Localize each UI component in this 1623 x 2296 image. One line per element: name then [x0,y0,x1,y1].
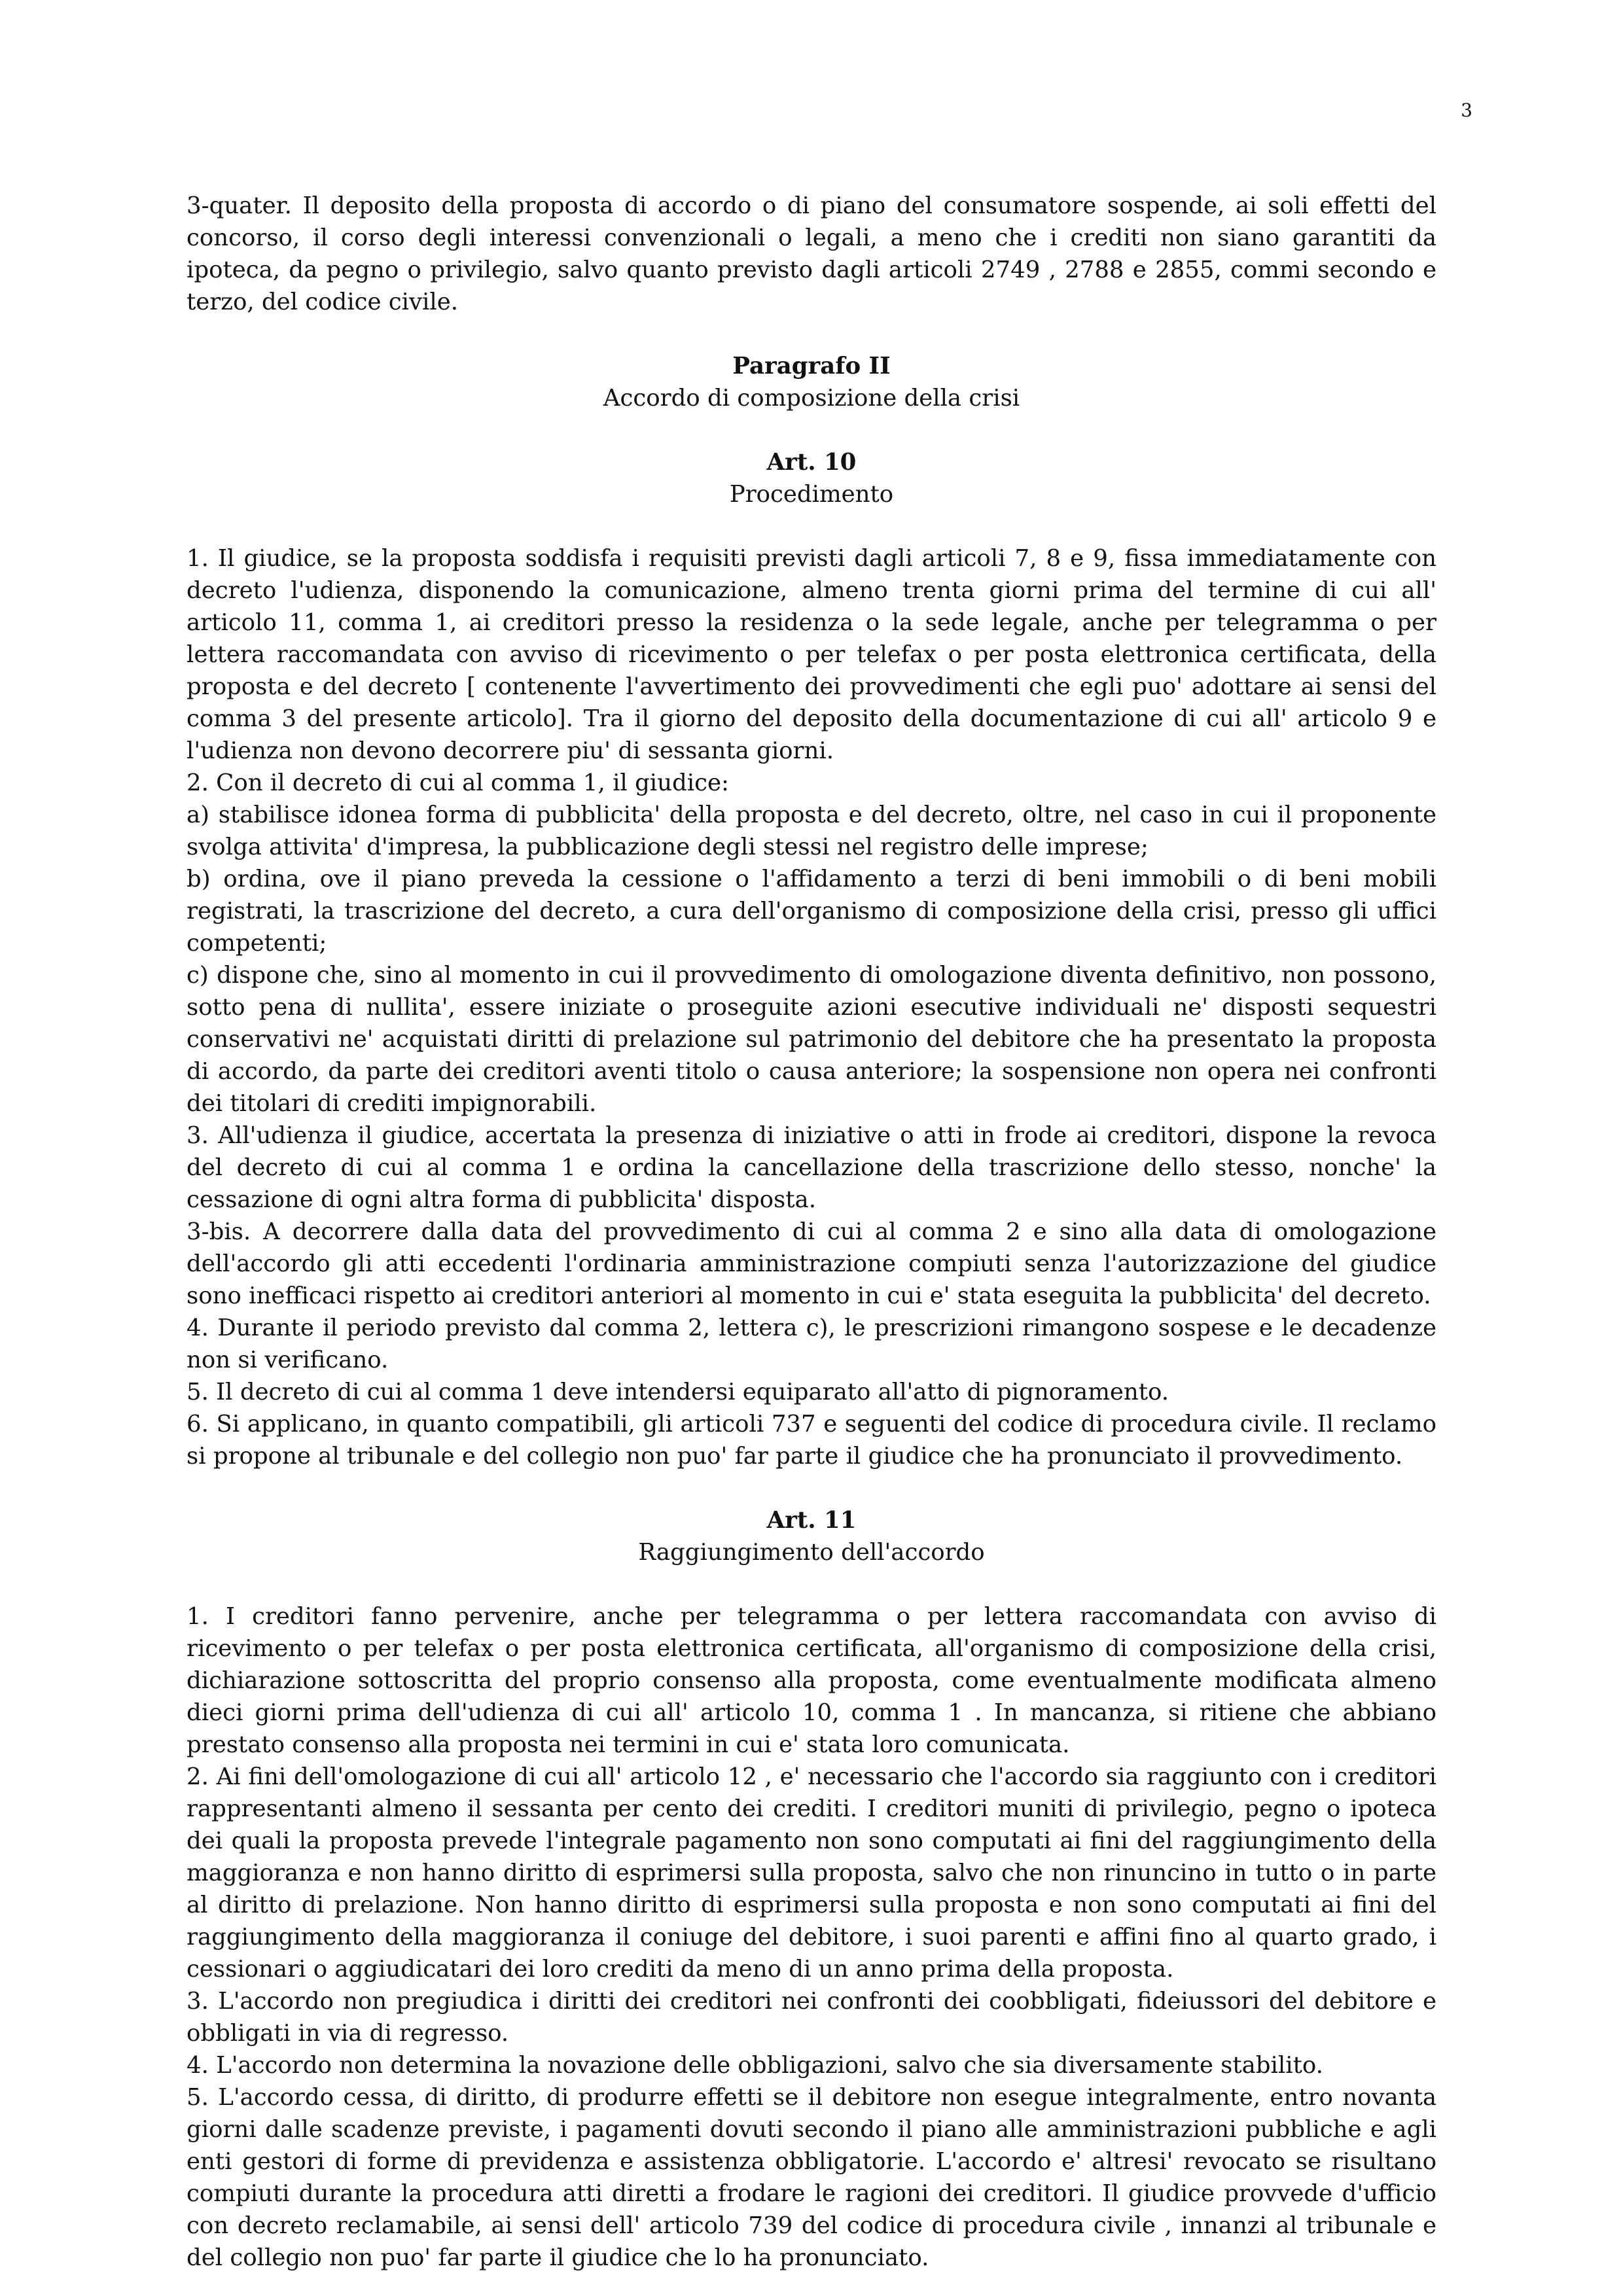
article-subtitle: Procedimento [729,481,894,508]
document-body [187,190,1436,2274]
article-paragraph: 3. L'accordo non pregiudica i diritti dei creditori nei confronti dei coobbligati, fideiussori del debitore e obbligati in via di regresso. [187,1988,1436,2047]
article-paragraph: 1. I creditori fanno pervenire, anche per telegramma o per lettera raccomandata con avviso di ricevimento o per telefax o per posta elettronica certificata, all'organismo di composizione della crisi, dichiarazione sottoscritta del proprio consenso alla proposta, come eventualmente modificata almeno dieci giorni prima dell'udienza di cui all' articolo 10, comma 1 . In mancanza, si ritiene che abbiano prestato consenso alla proposta nei termini in cui e' stata loro comunicata. [187,1603,1436,1758]
article-paragraph: b) ordina, ove il piano preveda la cessione o l'affidamento a terzi di beni immobili o di beni mobili registrati, la trascrizione del decreto, a cura dell'organismo di composizione della crisi, presso gli uffici competenti; [187,866,1436,957]
article-10-heading [187,446,1436,510]
article-paragraph: 1. Il giudice, se la proposta soddisfa i requisiti previsti dagli articoli 7, 8 e 9, fissa immediatamente con decreto l'udienza, disponendo la comunicazione, almeno trenta giorni prima del termine di cui all' articolo 11, comma 1, ai creditori presso la residenza o la sede legale, anche per telegramma o per lettera raccomandata con avviso di ricevimento o per telefax o per posta elettronica certificata, della proposta e del decreto [ contenente l'avvertimento dei provvedimenti che egli puo' adottare ai sensi del comma 3 del presente articolo]. Tra il giorno del deposito della documentazione di cui all' articolo 9 e l'udienza non devono decorrere piu' di sessanta giorni. [187,545,1436,764]
section-subtitle: Accordo di composizione della crisi [603,385,1020,412]
article-paragraph: 5. Il decreto di cui al comma 1 deve intendersi equiparato all'atto di pignoramento. [187,1379,1169,1405]
page-number: 3 [1461,99,1472,121]
article-11-body [187,1600,1436,2274]
article-10-body [187,542,1436,1472]
section-title: Paragrafo II [732,353,891,380]
article-title: Art. 11 [766,1507,857,1534]
article-paragraph: 6. Si applicano, in quanto compatibili, gli articoli 737 e seguenti del codice di procedura civile. Il reclamo si propone al tribunale e del collegio non puo' far parte il giudice che ha pronunciato il provvedimento. [187,1411,1436,1470]
article-paragraph: 3. All'udienza il giudice, accertata la presenza di iniziative o atti in frode ai creditori, dispone la revoca del decreto di cui al comma 1 e ordina la cancellazione della trascrizione dello stesso, nonche' la cessazione di ogni altra forma di pubblicita' disposta. [187,1122,1436,1213]
article-paragraph: 4. L'accordo non determina la novazione delle obbligazioni, salvo che sia diversamente stabilito. [187,2052,1323,2079]
paragraph-3-quater: 3-quater. Il deposito della proposta di accordo o di piano del consumatore sospende, ai soli effetti del concorso, il corso degli interessi convenzionali o legali, a meno che i crediti non siano garantiti da ipoteca, da pegno o privilegio, salvo quanto previsto dagli articoli 2749 , 2788 e 2855, commi secondo e terzo, del codice civile. [187,192,1436,315]
article-paragraph: a) stabilisce idonea forma di pubblicita' della proposta e del decreto, oltre, nel caso in cui il proponente svolga attivita' d'impresa, la pubblicazione degli stessi nel registro delle imprese; [187,802,1436,860]
article-subtitle: Raggiungimento dell'accordo [638,1539,985,1566]
section-paragrafo-ii [187,350,1436,414]
article-title: Art. 10 [766,449,857,476]
article-paragraph: 2. Con il decreto di cui al comma 1, il giudice: [187,769,729,796]
article-paragraph: 2. Ai fini dell'omologazione di cui all' articolo 12 , e' necessario che l'accordo sia raggiunto con i creditori rappresentanti almeno il sessanta per cento dei crediti. I creditori muniti di privilegio, pegno o ipoteca dei quali la proposta prevede l'integrale pagamento non sono computati ai fini del raggiungimento della maggioranza e non hanno diritto di esprimersi sulla proposta, salvo che non rinuncino in tutto o in parte al diritto di prelazione. Non hanno diritto di esprimersi sulla proposta e non sono computati ai fini del raggiungimento della maggioranza il coniuge del debitore, i suoi parenti e affini fino al quarto grado, i cessionari o aggiudicatari dei loro crediti da meno di un anno prima della proposta. [187,1763,1436,1983]
article-paragraph: 3-bis. A decorrere dalla data del provvedimento di cui al comma 2 e sino alla data di omologazione dell'accordo gli atti eccedenti l'ordinaria amministrazione compiuti senza l'autorizzazione del giudice sono inefficaci rispetto ai creditori anteriori al momento in cui e' stata eseguita la pubblicita' del decreto. [187,1218,1436,1309]
article-paragraph: c) dispone che, sino al momento in cui il provvedimento di omologazione diventa definitivo, non possono, sotto pena di nullita', essere iniziate o proseguite azioni esecutive individuali ne' disposti sequestri conservativi ne' acquistati diritti di prelazione sul patrimonio del debitore che ha presentato la proposta di accordo, da parte dei creditori aventi titolo o causa anteriore; la sospensione non opera nei confronti dei titolari di crediti impignorabili. [187,962,1436,1117]
article-paragraph: 4. Durante il periodo previsto dal comma 2, lettera c), le prescrizioni rimangono sospese e le decadenze non si verificano. [187,1315,1436,1373]
article-paragraph: 5. L'accordo cessa, di diritto, di produrre effetti se il debitore non esegue integralmente, entro novanta giorni dalle scadenze previste, i pagamenti dovuti secondo il piano alle amministrazioni pubbliche e agli enti gestori di forme di previdenza e assistenza obbligatorie. L'accordo e' altresi' revocato se risultano compiuti durante la procedura atti diretti a frodare le ragioni dei creditori. Il giudice provvede d'ufficio con decreto reclamabile, ai sensi dell' articolo 739 del codice di procedura civile , innanzi al tribunale e del collegio non puo' far parte il giudice che lo ha pronunciato. [187,2084,1436,2271]
article-11-heading [187,1504,1436,1568]
